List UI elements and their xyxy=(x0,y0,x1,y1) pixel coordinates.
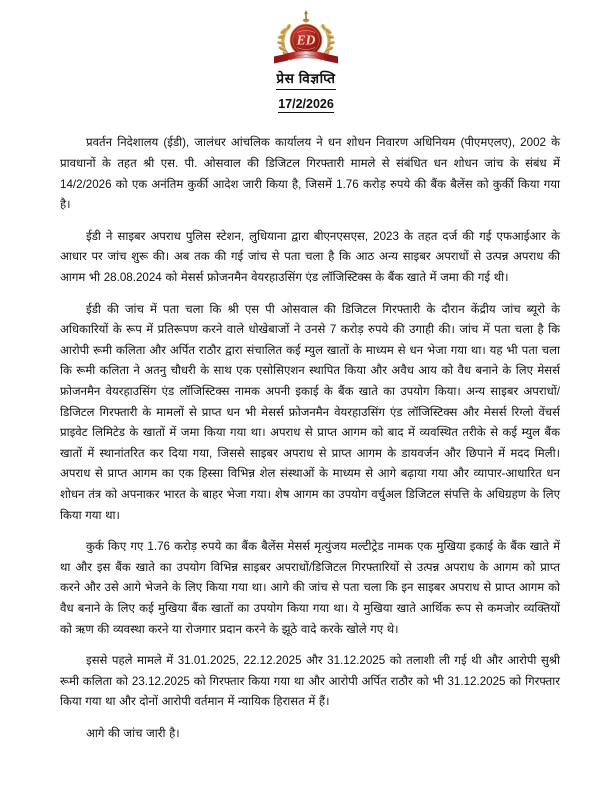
paragraph-5: इससे पहले मामले में 31.01.2025, 22.12.2025 और 31.12.2025 को तलाशी ली गई थी और आरोपी सुश्री रूमी कलिता को 23.12.2025 को गिरफ्तार किया गया था और आरोपी अर्पित राठौर को भी 31.12.2025 को गिरफ्तार किया गया था और दोनों आरोपी वर्तमान में न्यायिक हिरासत में हैं। xyxy=(60,654,560,709)
svg-text:ED: ED xyxy=(296,32,316,48)
page-title: प्रेस विज्ञप्ति xyxy=(276,70,335,90)
paragraph-2: ईडी ने साइबर अपराध पुलिस स्टेशन, लुधियाना द्वारा बीएनएसएस, 2023 के तहत दर्ज की गई एफआईआर के आधार पर जांच शुरू की। अब तक की गई जांच से पता चला है कि आठ अन्य साइबर अपराधों से उत्पन्न अपराध की आगम भी 28.08.2024 को मेसर्स फ्रोजनमैन वेयरहाउसिंग एंड लॉजिस्टिक्स के बैंक खाते में जमा की गई थी। xyxy=(60,229,560,285)
emblem-finial xyxy=(303,10,310,23)
paragraph-6: आगे की जांच जारी है। xyxy=(86,726,180,740)
emblem-container xyxy=(0,0,612,62)
press-release-date-line xyxy=(0,90,612,113)
release-date: 17/2/2026 xyxy=(278,96,334,113)
document-header xyxy=(0,70,612,113)
paragraph-1: प्रवर्तन निदेशालय (ईडी), जालंधर आंचलिक कार्यालय ने धन शोधन निवारण अधिनियम (पीएमएलए), 2002 के प्रावधानों के तहत श्री एस. पी. ओसवाल की डिजिटल गिरफ्तारी मामले से संबंधित धन शोधन जांच के संबंध में 14/2/2026 को एक अनंतिम कुर्की आदेश जारी किया है, जिसमें 1.76 करोड़ रुपये की बैंक बैलेंस को कुर्की किया गया है। xyxy=(60,136,560,212)
paragraph-3: ईडी की जांच में पता चला कि श्री एस पी ओसवाल की डिजिटल गिरफ्तारी के दौरान केंद्रीय जांच ब्यूरो के अधिकारियों के रूप में प्रतिरूपण करने वाले धोखेबाजों ने उनसे 7 करोड़ रुपये की उगाही की। जांच में पता चला है कि आरोपी रूमी कलिता और अर्पित राठौर द्वारा संचालित कई म्युल खातों के माध्यम से धन भेजा गया था। यह भी पता चला कि रूमी कलिता ने अतनु चौधरी के साथ एक एसोसिएशन स्थापित किया और अवैध आय को वैध बनाने के लिए मेसर्स फ्रोजनमैन वेयरहाउसिंग एंड लॉजिस्टिक्स नामक अपनी इकाई के बैंक खाते का उपयोग किया। अन्य साइबर अपराधों/डिजिटल गिरफ्तारी के मामलों से प्राप्त धन भी मेसर्स फ्रोजनमैन वेयरहाउसिंग एंड लॉजिस्टिक्स और मेसर्स रिग्लो वेंचर्स प्राइवेट लिमिटेड के खातों में जमा किया गया था। अपराध से प्राप्त आगम को बाद में व्यवस्थित तरीके से कई म्युल बैंक खातों में स्थानांतरित कर दिया गया, जिससे साइबर अपराध से प्राप्त आगम के डायवर्जन और छिपाने में मदद मिली। अपराध से प्राप्त आगम का एक हिस्सा विभिन्न शेल संस्थाओं के माध्यम से आगे बढ़ाया गया और व्यापार-आधारित धन शोधन तंत्र को अपनाकर भारत के बाहर भेजा गया। शेष आगम का उपयोग वर्चुअल डिजिटल संपत्ति के अधिग्रहण के लिए किया गया था। xyxy=(60,302,560,522)
ed-emblem-logo xyxy=(268,9,344,65)
document-body xyxy=(0,133,612,744)
paragraph-4: कुर्क किए गए 1.76 करोड़ रुपये का बैंक बैलेंस मेसर्स मृत्युंजय मल्टीट्रेड नामक एक मुखिया इकाई के बैंक खाते में था और इस बैंक खाते का उपयोग विभिन्न साइबर अपराधों/डिजिटल गिरफ्तारियों से उत्पन्न अपराध के आगम को प्राप्त करने और उसे आगे भेजने के लिए किया गया था। आगे की जांच से पता चला कि इन साइबर अपराध से प्राप्त आगम को वैध बनाने के लिए कई मुखिया बैंक खातों का उपयोग किया गया था। ये मुखिया खाते आर्थिक रूप से कमजोर व्यक्तियों को ऋण की व्यवस्था करने या रोजगार प्रदान करने के झूठे वादे करके खोले गए थे। xyxy=(60,540,560,636)
press-release-title-line xyxy=(0,70,612,90)
